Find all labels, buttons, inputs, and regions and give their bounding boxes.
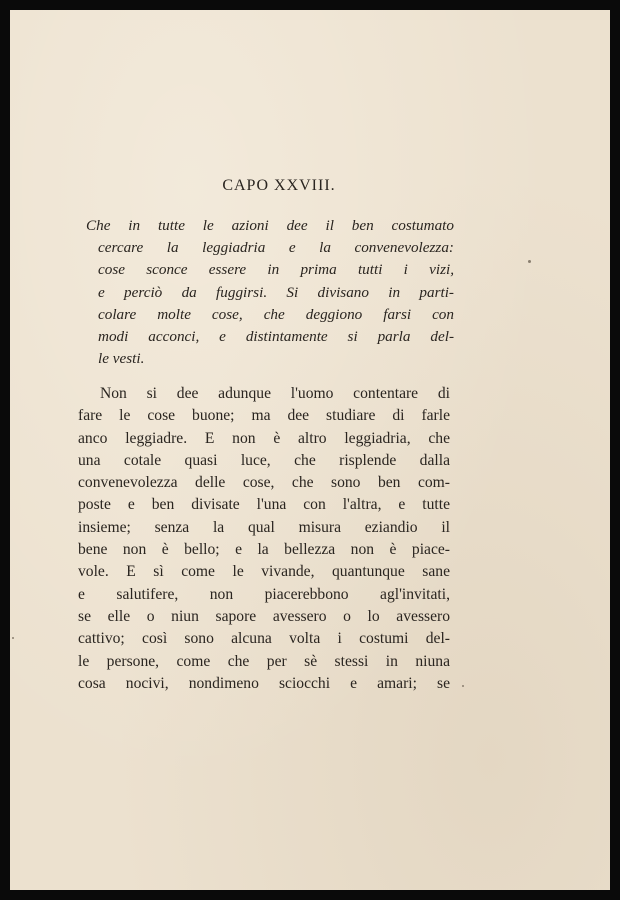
- body-line: se elle o niun sapore avessero o lo avessero: [78, 607, 450, 625]
- body-line: vole. E sì come le vivande, quantunque sane: [78, 563, 450, 581]
- chapter-summary: [86, 215, 454, 370]
- body-line: convenevolezza delle cose, che sono ben com-: [78, 474, 450, 492]
- body-line: anco leggiadre. E non è altro leggiadria, che: [78, 429, 450, 447]
- summary-line: le vesti.: [98, 350, 145, 368]
- summary-line: modi acconci, e distintamente si parla del-: [98, 328, 454, 346]
- body-line: cosa nocivi, nondimeno sciocchi e amari; se: [78, 674, 450, 692]
- body-line: poste e ben divisate l'una con l'altra, e tutte: [78, 496, 450, 514]
- summary-line: cose sconce essere in prima tutti i vizi,: [98, 261, 454, 279]
- book-page: [10, 10, 610, 890]
- chapter-body: [78, 383, 450, 695]
- paper-speck: [528, 260, 531, 263]
- summary-line: colare molte cose, che deggiono farsi con: [98, 305, 454, 323]
- body-line: fare le cose buone; ma dee studiare di farle: [78, 407, 450, 425]
- chapter-title: CAPO XXVIII.: [222, 177, 336, 194]
- paper-speck: [12, 637, 14, 639]
- paper-speck: [462, 685, 464, 687]
- body-line: insieme; senza la qual misura eziandio il: [78, 518, 450, 536]
- body-line: Non si dee adunque l'uomo contentare di: [100, 385, 450, 402]
- body-line: le persone, come che per sè stessi in niuna: [78, 652, 450, 670]
- body-line: una cotale quasi luce, che risplende dalla: [78, 451, 450, 469]
- summary-line: Che in tutte le azioni dee il ben costumato: [86, 217, 454, 234]
- body-line: e salutifere, non piacerebbono agl'invitati,: [78, 585, 450, 603]
- body-line: cattivo; così sono alcuna volta i costumi del-: [78, 630, 450, 648]
- summary-line: e perciò da fuggirsi. Si divisano in parti-: [98, 283, 454, 301]
- summary-line: cercare la leggiadria e la convenevolezza:: [98, 239, 454, 257]
- body-line: bene non è bello; e la bellezza non è piace-: [78, 541, 450, 559]
